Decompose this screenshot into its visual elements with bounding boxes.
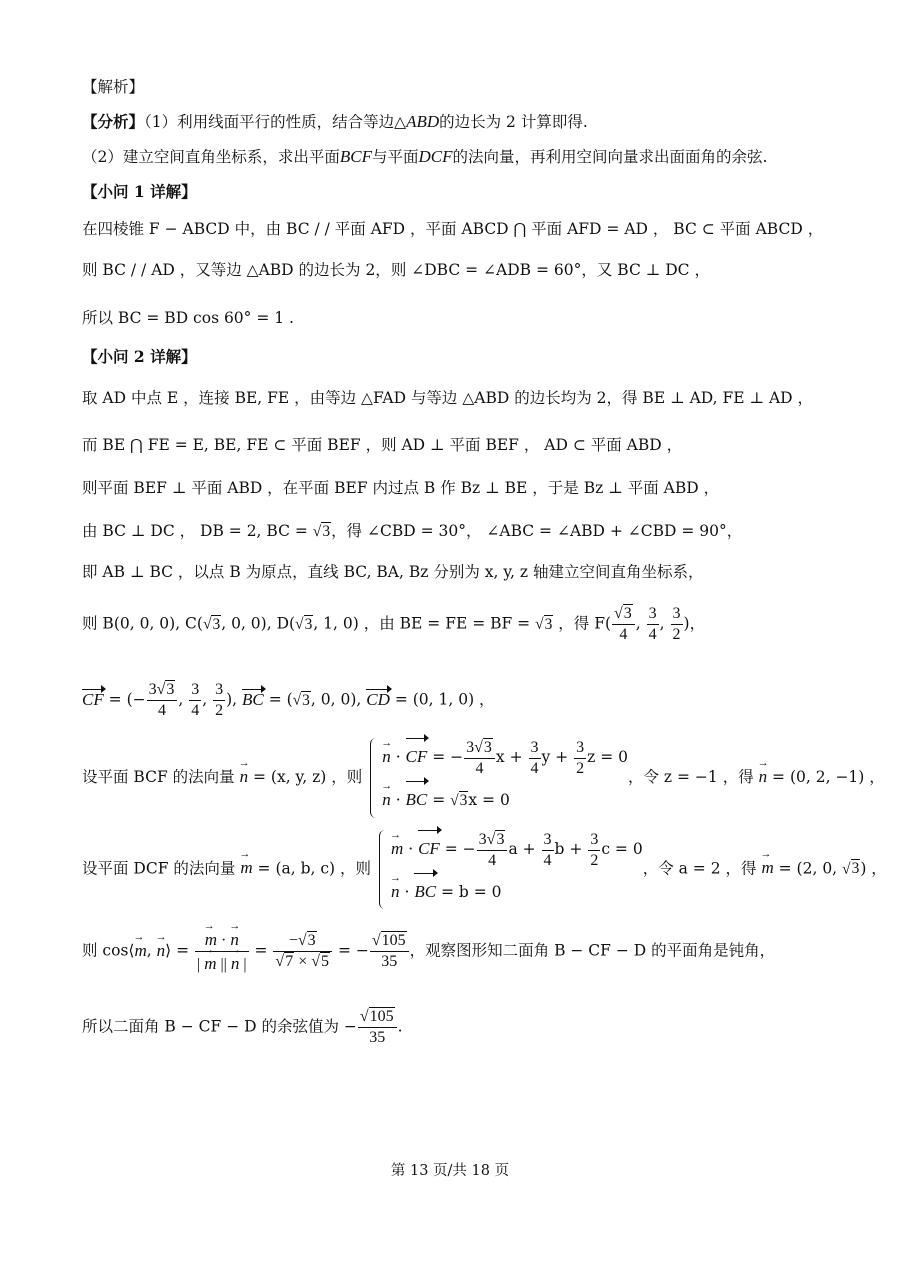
fraction: $\frac{3}{2}$ [672, 605, 681, 643]
q2-line-9: 设平面 DCF 的法向量 → m = (a, b, c) ，则 → m · CF = − $\frac{3√3}{4}$ a + $\frac{3}{4}$ b + $\frac{3}{2}$ c = 0 → n · BC = b = 0 ，令 a = 2 ，得 → m = (2, 0, √3) ， [82, 828, 887, 911]
vector-BC: BC [242, 689, 264, 709]
q2-line-7: CF = (− $\frac{3√3}{4}$ , $\frac{3}{4}$ , $\frac{3}{2}$ ), BC = (√3, 0, 0), CD = (0, 1, 0) ， [82, 681, 495, 719]
q1-heading: 【小问 1 详解】 [82, 182, 197, 201]
vector-n: → n [240, 764, 249, 788]
q1-line-3: 所以 BC = BD cos 60° = 1 . [82, 309, 294, 327]
q2-line-6: 则 B(0, 0, 0), C(√3, 0, 0), D(√3, 1, 0) ，由 BE = FE = BF = √3 ，得 F( $\frac{√3}{4}$ , $\frac{3}{4}$ , $\frac{3}{2}$ )， [82, 605, 706, 643]
q2-line-2: 而 BE ⋂ FE = E, BE, FE ⊂ 平面 BEF ，则 AD ⊥ 平面 BEF ， AD ⊂ 平面 ABD ， [82, 436, 683, 454]
q1-line-1: 在四棱锥 F − ABCD 中，由 BC / / 平面 AFD ，平面 ABCD ⋂ 平面 AFD = AD ， BC ⊂ 平面 ABCD ， [82, 220, 824, 238]
page-number: 第 13 页/共 18 页 [390, 1163, 510, 1179]
vector-CF: CF [82, 689, 104, 709]
fraction: $\frac{√3}{4}$ [612, 604, 635, 645]
q1-line-2: 则 BC / / AD ，又等边 △ABD 的边长为 2，则 ∠DBC = ∠ADB = 60°，又 BC ⊥ DC ， [82, 261, 710, 279]
q2-heading: 【小问 2 详解】 [82, 347, 197, 366]
q2-line-10: 则 cos⟨→ m, → n⟩ = → $\frac{m \cdot \to n}{| \to m || \to n |}$ = $\frac{-√3}{√7 \times √5}$ = − $\frac{√105}{35}$ ，观察图形知二面角 B − CF − D 的平面角是钝角， [82, 928, 775, 975]
fraction: $\frac{3}{4}$ [648, 605, 657, 643]
vector-m: → m [240, 855, 252, 879]
equation-system-n: → n · CF = − $\frac{3√3}{4}$ x + $\frac{3}{4}$ y + $\frac{3}{2}$ z = 0 → n · BC = √3x = 0 [370, 736, 628, 820]
equation-system-m: → m · CF = − $\frac{3√3}{4}$ a + $\frac{3}{4}$ b + $\frac{3}{2}$ c = 0 → n · BC = b = 0 [379, 828, 643, 911]
analysis-label: 【分析】 [82, 112, 145, 131]
q2-line-8: 设平面 BCF 的法向量 → n = (x, y, z) ，则 → n · CF = − $\frac{3√3}{4}$ x + $\frac{3}{4}$ y + $\frac{3}{2}$ z = 0 → n · BC = √3x = 0 ，令 z = −1 ，得 → n = (0, 2, −1) ， [82, 736, 885, 820]
q2-line-1: 取 AD 中点 E ，连接 BE, FE ，由等边 △FAD 与等边 △ABD 的边长均为 2，得 BE ⊥ AD, FE ⊥ AD ， [82, 389, 814, 407]
analysis-line-1: 【分析】（1）利用线面平行的性质，结合等边△ABD的边长为 2 计算即得. [82, 112, 588, 131]
sqrt-3: √3 [312, 523, 331, 540]
fraction-cos: → $\frac{m \cdot \to n}{| \to m || \to n |}$ [195, 928, 249, 975]
q2-line-4: 由 BC ⊥ DC ， DB = 2, BC = √3，得 ∠CBD = 30°， ∠ABC = ∠ABD + ∠CBD = 90°， [82, 522, 743, 540]
q2-line-5: 即 AB ⊥ BC ，以点 B 为原点，直线 BC, BA, Bz 分别为 x, y, z 轴建立空间直角坐标系， [82, 563, 704, 581]
analysis-line-2: （2）建立空间直角坐标系，求出平面BCF与平面DCF的法向量，再利用空间向量求出面面角的余弦. [82, 147, 768, 166]
q2-line-11: 所以二面角 B − CF − D 的余弦值为 − $\frac{√105}{35}$ . [82, 1008, 403, 1046]
section-label-jiexi: 【解析】 [82, 78, 145, 96]
vector-CD: CD [366, 689, 390, 709]
analysis-text: （1）利用线面平行的性质，结合等边△ [144, 113, 407, 131]
q2-line-3: 则平面 BEF ⊥ 平面 ABD ，在平面 BEF 内过点 B 作 Bz ⊥ BE ，于是 Bz ⊥ 平面 ABD ， [82, 479, 720, 497]
